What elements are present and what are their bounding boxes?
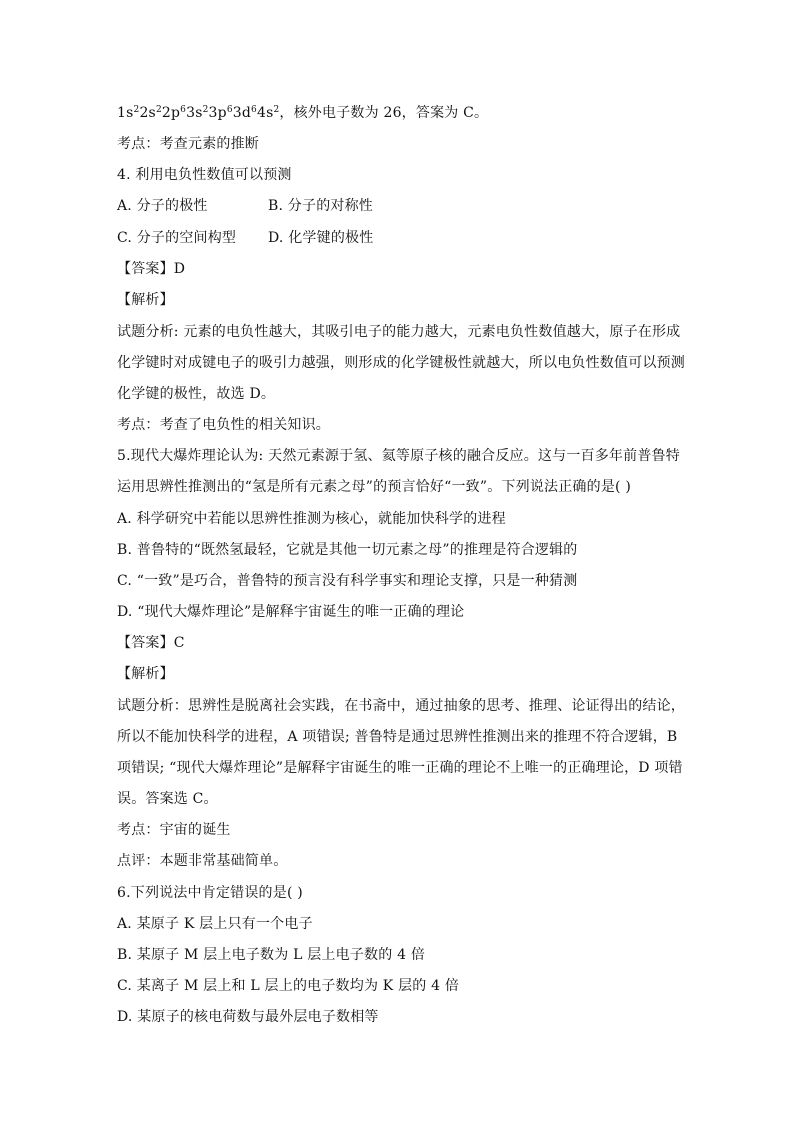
question-4-options-cd [117,228,717,248]
config-superscript: 6 [226,105,233,115]
comment-line: 点评：本题非常基础简单。 [117,853,288,869]
analysis-text: 误。答案选 C。 [117,791,218,807]
electron-configuration [117,105,279,121]
config-superscript: 6 [180,105,187,115]
kaodian-line: 考点：考查元素的推断 [117,136,259,152]
config-orbital: 2s [139,105,156,121]
option-a: A. 某原子 K 层上只有一个电子 [117,916,313,932]
config-orbital: 3p [208,105,227,121]
option-b: B. 某原子 M 层上电子数为 L 层上电子数的 4 倍 [117,947,426,963]
kaodian-line: 考点：宇宙的诞生 [117,822,231,838]
option-b: B. 普鲁特的“既然氢最轻，它就是其他一切元素之母”的推理是符合逻辑的 [117,542,578,558]
analysis-text: 试题分析：思辨性是脱离社会实践，在书斋中，通过抽象的思考、推理、论证得出的结论， [117,698,685,714]
analysis-text: 试题分析: 元素的电负性越大，其吸引电子的能力越大，元素电负性数值越大，原子在形成 [117,324,681,340]
config-orbital: 3s [186,105,203,121]
config-superscript: 2 [133,105,140,115]
analysis-label: 【解析】 [117,292,174,308]
analysis-text: 化学键时对成键电子的吸引力越强，则形成的化学键极性就越大，所以电负性数值可以预测 [117,355,685,371]
answer-label: 【答案】D [117,261,186,277]
config-orbital: 3d [232,105,252,121]
config-orbital: 2p [161,105,181,121]
analysis-text: 所以不能加快科学的进程，A 项错误; 普鲁特是通过思辨性推测出来的推理不符合逻辑，B [117,729,678,745]
option-c: C. 分子的空间构型 [117,230,237,246]
analysis-text: 项错误; “现代大爆炸理论”是解释宇宙诞生的唯一正确的理论不上唯一的正确理论，D 项错 [117,760,683,776]
option-c: C. “一致”是巧合，普鲁特的预言没有科学事实和理论支撑，只是一种猜测 [117,573,578,589]
config-superscript: 2 [273,105,280,115]
option-d: D. “现代大爆炸理论”是解释宇宙诞生的唯一正确的理论 [117,604,465,620]
question-4-options-ab [117,196,717,216]
kaodian-line: 考点：考查了电负性的相关知识。 [117,417,330,433]
config-superscript: 6 [251,105,257,115]
config-tail: ，核外电子数为 26，答案为 C。 [279,105,489,121]
config-superscript: 2 [202,105,209,115]
option-b: B. 分子的对称性 [268,198,373,214]
question-5-stem: 运用思辨性推测出的“氢是所有元素之母”的预言恰好“一致”。下列说法正确的是( ) [117,479,632,495]
config-orbital: 4s [256,105,274,121]
analysis-label: 【解析】 [117,666,174,682]
analysis-text: 化学键的极性，故选 D。 [117,386,276,402]
question-4-stem: 4. 利用电负性数值可以预测 [117,167,292,183]
option-a: A. 科学研究中若能以思辨性推测为核心，就能加快科学的进程 [117,511,506,527]
option-a: A. 分子的极性 [117,198,208,214]
question-6-stem: 6.下列说法中肯定错误的是( ) [117,885,303,901]
option-d: D. 某原子的核电荷数与最外层电子数相等 [117,1009,379,1025]
answer-label: 【答案】C [117,635,185,651]
option-d: D. 化学键的极性 [268,230,374,246]
electron-configuration-line [117,103,488,123]
question-5-stem: 5.现代大爆炸理论认为: 天然元素源于氢、氦等原子核的融合反应。这与一百多年前普鲁特 [117,448,680,464]
config-orbital: 1s [117,105,134,121]
config-superscript: 2 [155,105,162,115]
option-c: C. 某离子 M 层上和 L 层上的电子数均为 K 层的 4 倍 [117,978,460,994]
